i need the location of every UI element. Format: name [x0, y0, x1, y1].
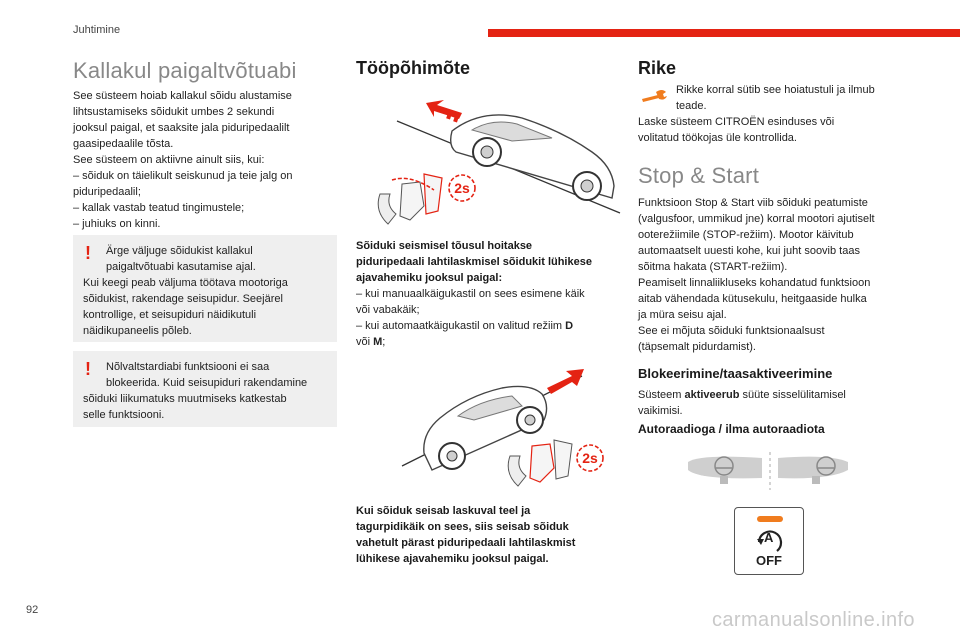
mode-d: D	[565, 320, 574, 332]
intro-line: – kallak vastab teatud tingimustele;	[73, 202, 245, 214]
caption-line: ajavahemiku jooksul paigal:	[356, 272, 503, 284]
hill-start-title: Kallakul paigaltvõtuabi	[73, 58, 297, 83]
intro-line: piduripedaalil;	[73, 186, 141, 198]
button-slot-icon	[812, 476, 820, 484]
caption-line: Kui sõiduk seisab laskuval teel ja	[356, 505, 531, 517]
ss-line: ooterežiimile (STOP-režiim). Mootor käivitub	[638, 229, 854, 241]
warning-icon: !	[85, 359, 91, 379]
radio-title: Autoraadioga / ilma autoraadiota	[638, 422, 825, 436]
stop-start-off-button[interactable]	[734, 507, 804, 575]
block-line	[638, 387, 900, 403]
intro-line: – sõiduk on täielikult seiskunud ja teie jalg on	[73, 170, 293, 182]
car-icon	[424, 386, 547, 470]
stop-start-title: Stop & Start	[638, 163, 760, 188]
bullet-line	[356, 318, 618, 334]
fault-line: Rikke korral sütib see hoiatustuli ja ilmub	[676, 84, 875, 96]
section-label: Juhtimine	[73, 24, 121, 36]
mode-m: M	[373, 336, 383, 348]
warning-line: Kui keegi peab väljuma töötava mootoriga	[83, 277, 288, 289]
intro-line: See süsteem hoiab kallakul sõidu alustamise	[73, 90, 292, 102]
button-slot-icon	[720, 476, 728, 484]
motion-arrow-icon	[426, 100, 462, 122]
operation-title: Tööpõhimõte	[356, 58, 470, 78]
warning-box-2	[73, 351, 337, 427]
ss-line: sõitma hakata (START-režiim).	[638, 261, 788, 273]
warning-icon: !	[85, 243, 91, 263]
intro-line: jooksul paigal, et saaksite jala piduripedaalilt	[73, 122, 290, 134]
intro-line: lihtsustamiseks sõidukit umbes 2 sekundi	[73, 106, 275, 118]
pedals-icon	[378, 174, 442, 224]
bullet-line	[356, 334, 618, 350]
bullet-text: või	[356, 336, 374, 348]
wrench-icon	[640, 88, 668, 104]
block-line: vaikimisi.	[638, 405, 683, 417]
ss-line: automaatselt uuesti kohe, kui juht soovib taas	[638, 245, 860, 257]
caption-line: lühikese ajavahemiku jooksul paigal.	[356, 553, 549, 565]
dashboard-illustration	[680, 448, 856, 494]
ss-line: (täpsemalt pidurdamist).	[638, 341, 756, 353]
warning-line: paigaltvõtuabi kasutamise ajal.	[106, 261, 256, 273]
uphill-caption	[356, 238, 618, 350]
downhill-timer-label: 2s	[582, 450, 598, 466]
caption-line: Sõiduki seismisel tõusul hoitakse	[356, 240, 533, 252]
ss-line: aitab vähendada kütusekulu, heitgaaside hulka	[638, 293, 867, 305]
intro-line: gaasipedaalile tõsta.	[73, 138, 174, 150]
button-letter: A	[764, 530, 774, 545]
header-accent-bar	[488, 29, 960, 37]
fault-line: teade.	[676, 100, 707, 112]
fault-title: Rike	[638, 58, 677, 78]
fault-text-continued	[638, 114, 900, 146]
block-title: Blokeerimine/taasaktiveerimine	[638, 366, 833, 381]
ss-line: See ei mõjuta sõiduki funktsionaalsust	[638, 325, 825, 337]
warning-line: sõiduki liikumatuks muutmiseks katkestab	[83, 393, 287, 405]
warning-line: Ärge väljuge sõidukist kallakul	[106, 245, 253, 257]
warning-line: selle funktsiooni.	[83, 409, 165, 421]
watermark: carmanualsonline.info	[712, 609, 915, 631]
hill-start-intro	[73, 88, 341, 232]
bullet-line: – kui manuaalkäigukastil on sees esimene käik	[356, 288, 585, 300]
block-text-a: Süsteem	[638, 389, 685, 401]
bullet-text: – kui automaatkäigukastil on valitud režiim	[356, 320, 566, 332]
pedals-icon	[508, 440, 572, 486]
downhill-illustration	[362, 358, 624, 498]
fault-text	[676, 82, 906, 114]
warning-line: näidikupaneelis põleb.	[83, 325, 192, 337]
button-indicator-light	[757, 516, 783, 522]
ss-line: Funktsioon Stop & Start viib sõiduki peatumiste	[638, 197, 868, 209]
block-text-c: süüte sisselülitamisel	[739, 389, 846, 401]
warning-line: Nõlvaltstardiabi funktsiooni ei saa	[106, 361, 270, 373]
fault-line: Laske süsteem CITROËN esinduses või	[638, 116, 835, 128]
ss-line: ja müra seisu ajal.	[638, 309, 727, 321]
uphill-illustration	[362, 86, 624, 236]
page-number: 92	[26, 604, 39, 616]
caption-line: tagurpidikäik on sees, siis seisab sõiduk	[356, 521, 569, 533]
downhill-caption	[356, 503, 618, 567]
bullet-line: või vabakäik;	[356, 304, 420, 316]
button-label: OFF	[756, 553, 782, 568]
caption-line: piduripedaali lahtilaskmisel sõidukit lühikese	[356, 256, 592, 268]
intro-line: – juhiuks on kinni.	[73, 218, 161, 230]
uphill-timer-label: 2s	[454, 180, 470, 196]
warning-line: blokeerida. Kuid seisupiduri rakendamine	[106, 377, 308, 389]
ss-line: (valgusfoor, ummikud jne) korral mootori ajutiselt	[638, 213, 875, 225]
bullet-text: ;	[382, 336, 386, 348]
block-text-b: aktiveerub	[684, 389, 740, 401]
caption-line: vahetult pärast piduripedaali lahtilaskmist	[356, 537, 576, 549]
stop-start-text	[638, 195, 906, 355]
block-text	[638, 387, 900, 419]
warning-line: sõidukist, rakendage seisupidur. Seejärel	[83, 293, 283, 305]
warning-box-1	[73, 235, 337, 342]
fault-line: volitatud töökojas üle kontrollida.	[638, 132, 797, 144]
ss-line: Peamiselt linnaliikluseks kohandatud funktsioon	[638, 277, 871, 289]
intro-line: See süsteem on aktiivne ainult siis, kui:	[73, 154, 265, 166]
warning-line: kontrollige, et seisupiduri näidikutuli	[83, 309, 257, 321]
